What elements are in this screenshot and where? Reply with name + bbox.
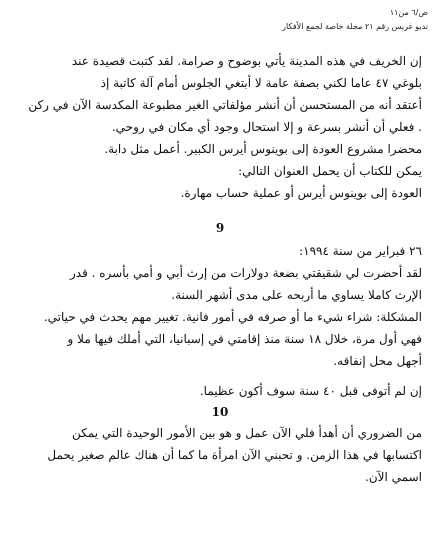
text-line: الإرث كاملا يساوي ما أربحه على مدى أشهر السنة. bbox=[171, 288, 422, 302]
text-line: إن لم أتوفى قبل ٤٠ سنة سوف أكون عظيما. bbox=[199, 384, 422, 398]
date-line: ٢٦ فبراير من سنة ١٩٩٤: bbox=[299, 244, 422, 258]
paragraph-autumn bbox=[18, 50, 422, 204]
text-line: أجهل محل إنفاقه. bbox=[333, 354, 422, 368]
text-line: . فعلي أن أنشر بسرعة و إلا استحال وجود أي مكان في روحي. bbox=[111, 120, 422, 134]
text-line: يمكن للكتاب أن يحمل العنوان التالي: bbox=[238, 164, 422, 178]
text-line: بلوغي ٤٧ عاما لكني بصفة عامة لا أبتغي الجلوس أمام آلة كاتبة إذ bbox=[100, 76, 422, 90]
page-number-label: ص/٦ من١١ bbox=[389, 8, 428, 17]
text-line: لقد أحضرت لي شقيقتي بضعة دولارات من إرث أبي و أمي بأسره . قدر bbox=[70, 266, 422, 280]
text-line: محضرا مشروع العودة إلى بوينوس أيرس الكبير. أعمل مثل دابة. bbox=[104, 142, 422, 156]
text-line: اكتسابها في هذا الزمن. و تحبني الآن امرأة ما كما أن هناك عالم صغير يحمل bbox=[47, 448, 422, 462]
text-line: العودة إلى بوينوس أيرس أو عملية حساب مهارة. bbox=[180, 186, 422, 200]
text-line: إن الخريف في هذه المدينة يأتي بوضوح و صرامة. لقد كتبت قصيدة عند bbox=[71, 54, 422, 68]
text-line: اسمي الآن. bbox=[365, 470, 422, 484]
text-line: فهي أول مرة، خلال ١٨ سنة منذ إقامتي في إسبانيا، التي أملك فيها ملا و bbox=[67, 332, 422, 346]
text-line: أعتقد أنه من المستحسن أن أنشر مؤلفاتي الغير مطبوعة المكدسة الآن في ركن bbox=[28, 98, 422, 112]
section-number: 9 bbox=[215, 221, 225, 235]
paragraph-inheritance bbox=[18, 240, 422, 372]
document-body bbox=[18, 50, 422, 488]
paragraph-greatness bbox=[18, 380, 422, 488]
section-number: 10 bbox=[211, 405, 229, 419]
text-line: المشكلة: شراء شيء ما أو صرفه في أمور فانية. تغيير مهم يحدث في حياتي. bbox=[43, 310, 422, 324]
page-header bbox=[12, 8, 428, 36]
text-line: من الضروري أن أهدأ فلي الآن عمل و هو بين الأمور الوحيدة التي يمكن bbox=[72, 426, 422, 440]
running-head: نديو غريس رقم ٢١ مجلة خاصة لجمع الأفكار bbox=[282, 22, 428, 31]
